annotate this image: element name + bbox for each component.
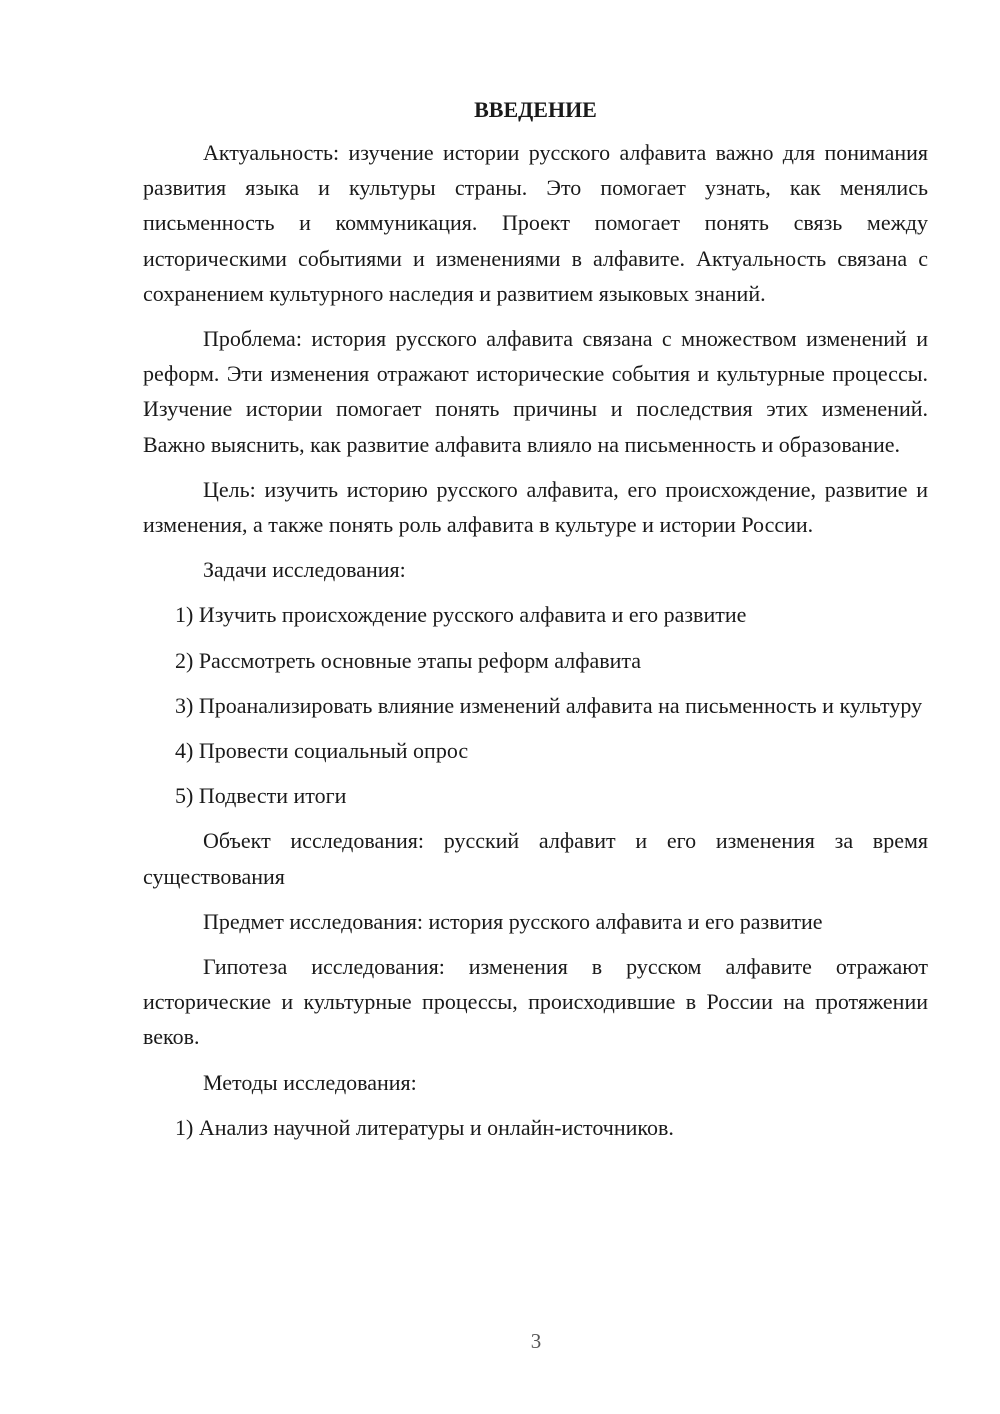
- method-item: 1) Анализ научной литературы и онлайн-источников.: [175, 1114, 674, 1140]
- subject-paragraph: Предмет исследования: история русского алфавита и его развитие: [203, 908, 823, 934]
- task-item: 2) Рассмотреть основные этапы реформ алфавита: [175, 647, 642, 673]
- document-page: [143, 95, 928, 1155]
- task-item: 1) Изучить происхождение русского алфавита и его развитие: [175, 602, 747, 628]
- hypothesis-paragraph: Гипотеза исследования: изменения в русском алфавите отражают исторические и культурные процессы, происходившие в России на протяжении веков.: [143, 954, 928, 1050]
- problem-paragraph: Проблема: история русского алфавита связана с множеством изменений и реформ. Эти изменения отражают исторические события и культурные процессы. Изучение истории помогает понять причины и последствия этих изменений. Важно выяснить, как развитие алфавита влияло на письменность и образование.: [143, 326, 928, 457]
- task-item: 5) Подвести итоги: [175, 783, 347, 809]
- task-item: 4) Провести социальный опрос: [175, 738, 469, 764]
- page-number: 3: [530, 1329, 542, 1353]
- methods-heading: Методы исследования:: [203, 1069, 417, 1095]
- page-title: ВВЕДЕНИЕ: [474, 97, 597, 122]
- tasks-heading: Задачи исследования:: [203, 557, 406, 583]
- relevance-paragraph: Актуальность: изучение истории русского алфавита важно для понимания развития языка и культуры страны. Это помогает узнать, как менялись письменность и коммуникация. Проект помогает понять связь между историческими событиями и изменениями в алфавите. Актуальность связана с сохранением культурного наследия и развитием языковых знаний.: [143, 140, 928, 306]
- goal-paragraph: Цель: изучить историю русского алфавита, его происхождение, развитие и изменения, а также понять роль алфавита в культуре и истории России.: [143, 476, 928, 538]
- task-item: 3) Проанализировать влияние изменений алфавита на письменность и культуру: [175, 692, 923, 718]
- object-paragraph: Объект исследования: русский алфавит и его изменения за время существования: [143, 828, 928, 889]
